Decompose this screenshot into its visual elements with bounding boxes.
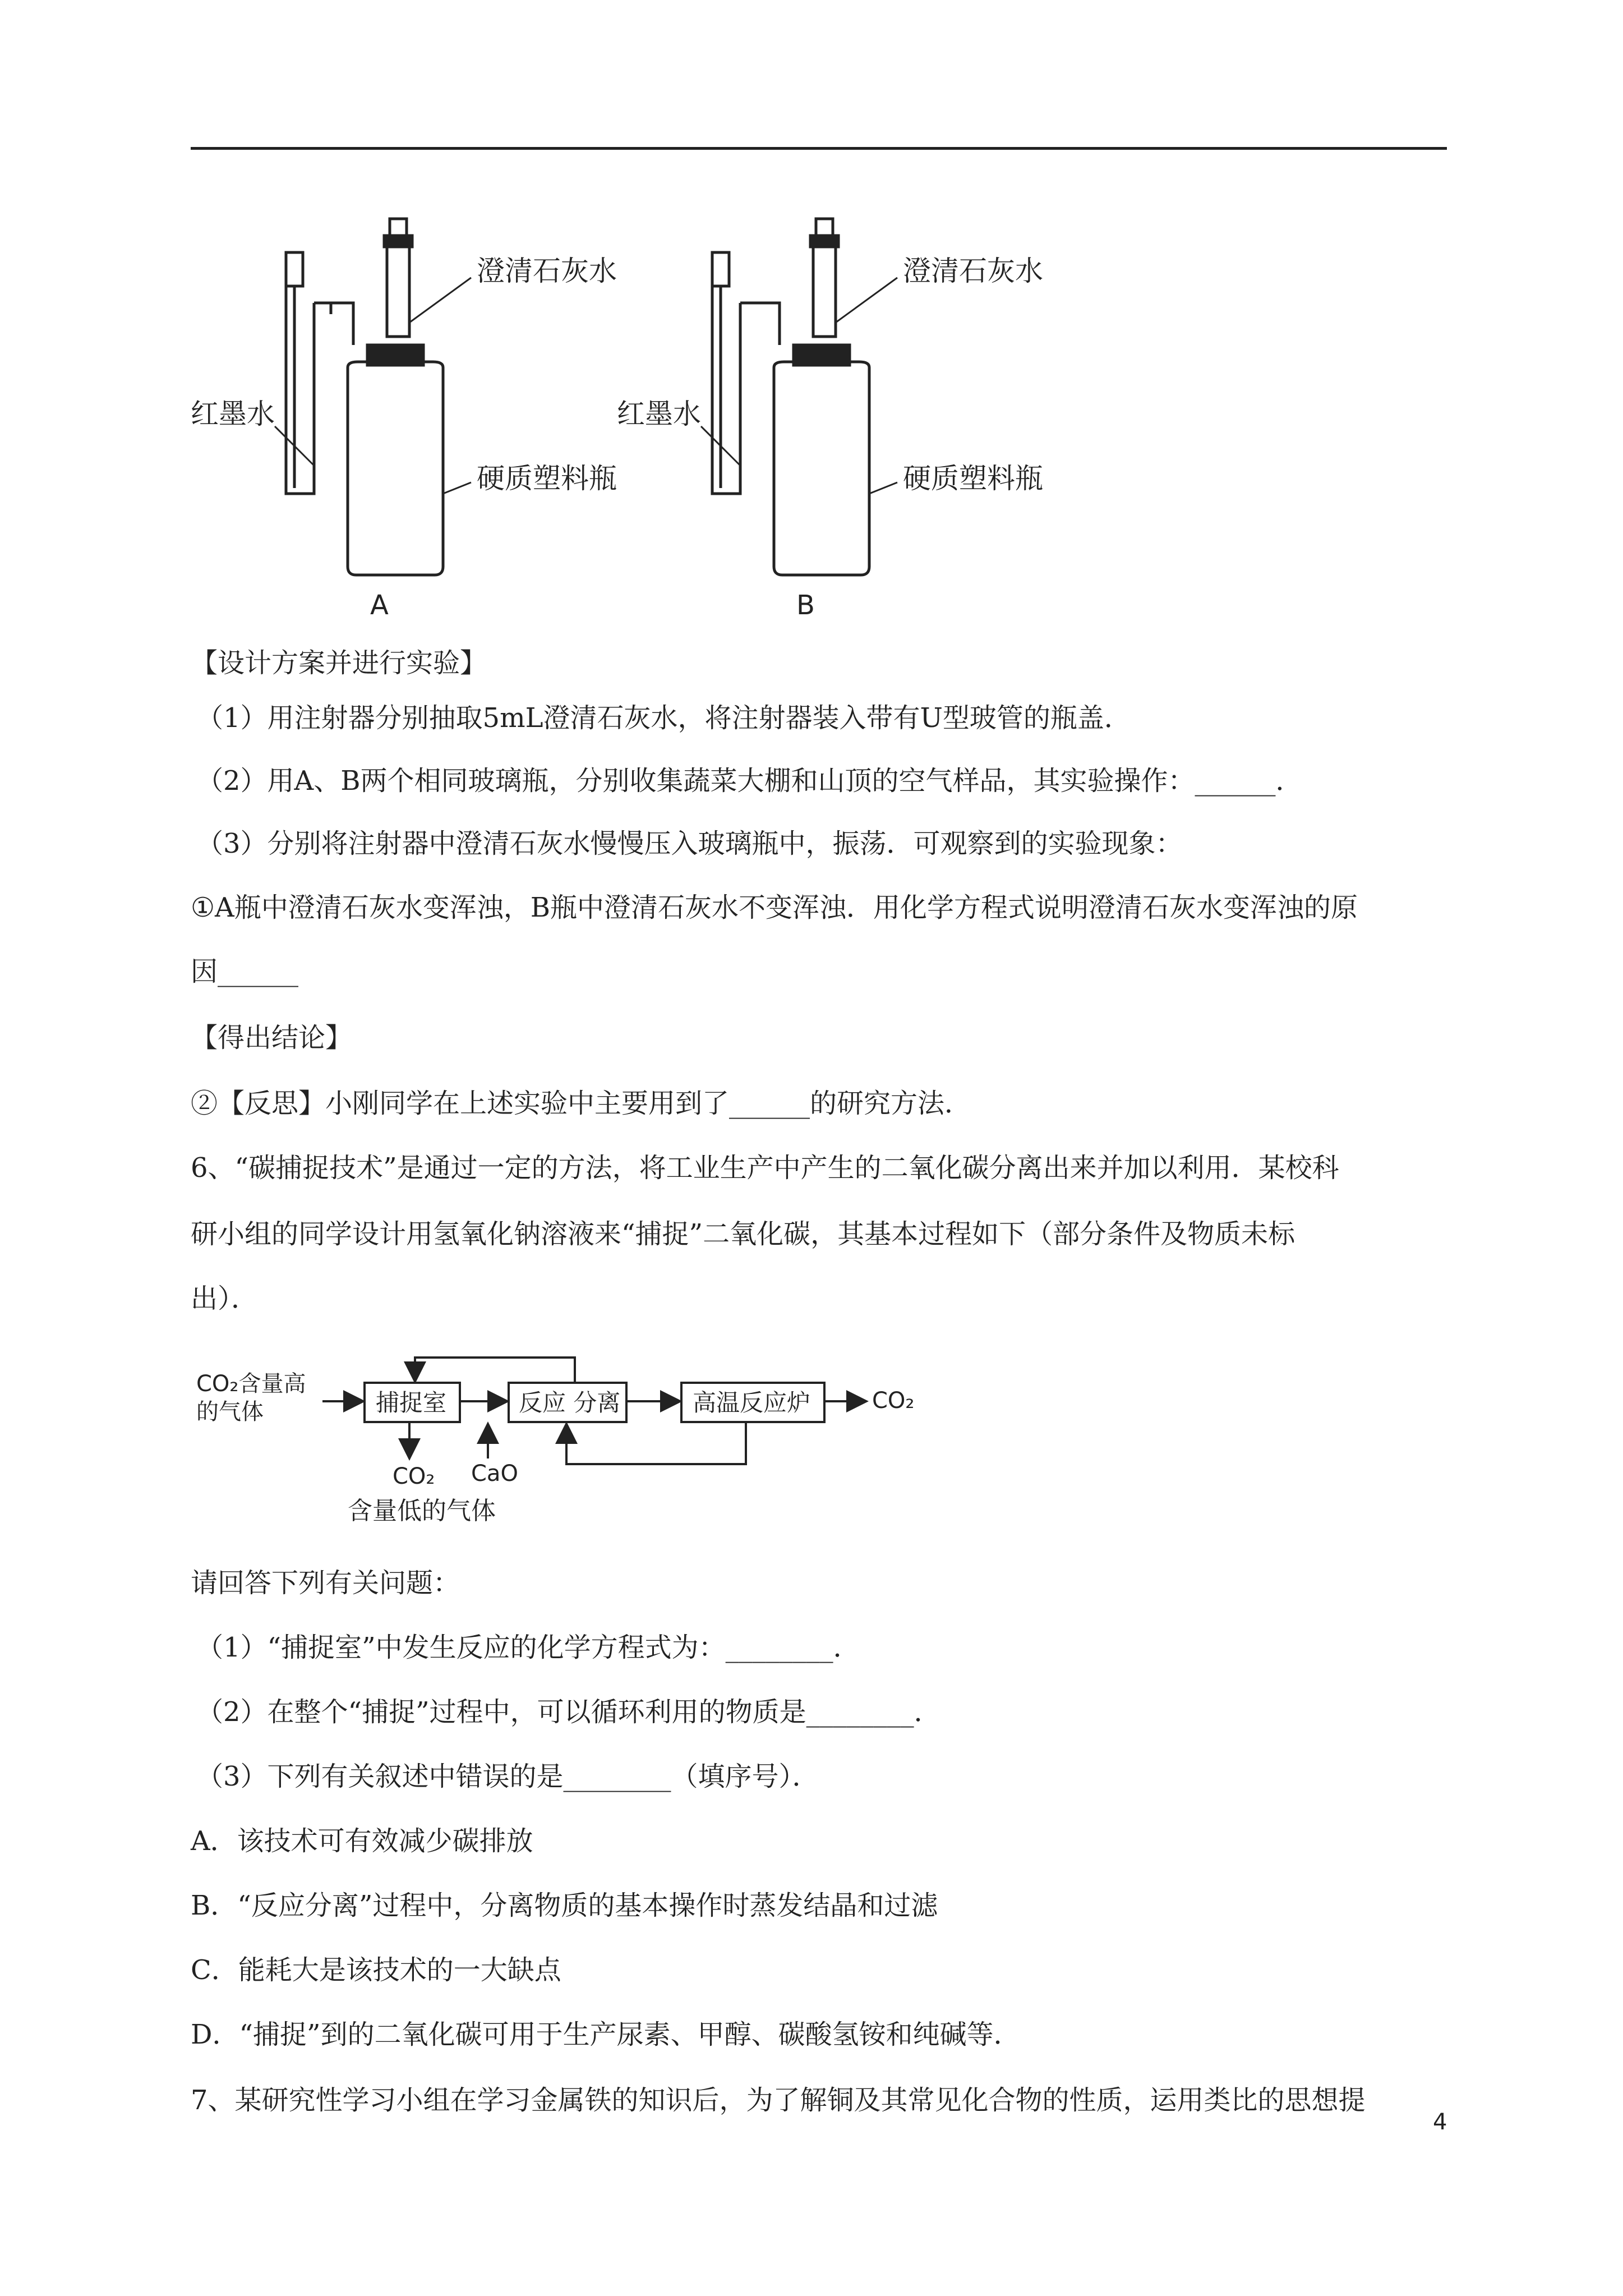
question-1: （1）“捕捉室”中发生反应的化学方程式为：________． — [196, 1632, 860, 1663]
line-1: 【设计方案并进行实验】 — [191, 647, 487, 679]
box-reaction-separation: 反应 分离 — [519, 1389, 621, 1416]
label-b: B — [796, 590, 815, 621]
low-co2-label: CO₂ — [393, 1464, 435, 1489]
question-3: （3）下列有关叙述中错误的是________（填序号）． — [196, 1761, 819, 1792]
apparatus-figure — [179, 202, 1054, 628]
input-gas-line1: CO₂含量高 — [196, 1371, 306, 1397]
output-co2: CO₂ — [872, 1388, 915, 1414]
line-10: 研小组的同学设计用氢氧化钠溶液来“捕捉”二氧化碳，其基本过程如下（部分条件及物质未标 — [191, 1218, 1295, 1250]
bottle-label-a: 硬质塑料瓶 — [477, 462, 617, 495]
low-co2-gas-label: 含量低的气体 — [348, 1497, 496, 1525]
line-4: （3）分别将注射器中澄清石灰水慢慢压入玻璃瓶中，振荡．可观察到的实验现象： — [196, 828, 1183, 859]
line-5: ①A瓶中澄清石灰水变浑浊，B瓶中澄清石灰水不变浑浊．用化学方程式说明澄清石灰水变浑浊的原 — [191, 892, 1358, 923]
input-gas-line2: 的气体 — [196, 1399, 264, 1425]
apparatus-b — [712, 219, 869, 575]
page-number: 4 — [1433, 2109, 1447, 2135]
question-7: 7、某研究性学习小组在学习金属铁的知识后，为了解铜及其常见化合物的性质，运用类比的思想提 — [191, 2085, 1366, 2116]
lime-water-label-a: 澄清石灰水 — [477, 255, 617, 287]
red-ink-label-a: 红墨水 — [191, 398, 275, 430]
flow-diagram — [185, 1341, 970, 1548]
option-b: B．“反应分离”过程中，分离物质的基本操作时蒸发结晶和过滤 — [191, 1890, 938, 1921]
bottle-label-b: 硬质塑料瓶 — [903, 462, 1043, 495]
option-a: A．该技术可有效减少碳排放 — [191, 1825, 533, 1857]
header-rule — [191, 147, 1447, 150]
box-capture-chamber: 捕捉室 — [376, 1389, 447, 1416]
option-c: C．能耗大是该技术的一大缺点 — [191, 1954, 561, 1986]
red-ink-label-b: 红墨水 — [617, 398, 701, 430]
line-3: （2）用A、B两个相同玻璃瓶，分别收集蔬菜大棚和山顶的空气样品，其实验操作：______． — [196, 765, 1303, 797]
line-8: ②【反思】小刚同学在上述实验中主要用到了______的研究方法． — [191, 1088, 972, 1119]
lime-water-label-b: 澄清石灰水 — [903, 255, 1043, 287]
line-2: （1）用注射器分别抽取5mL澄清石灰水，将注射器装入带有U型玻管的瓶盖． — [196, 702, 1131, 734]
question-intro: 请回答下列有关问题： — [191, 1567, 460, 1599]
cao-label: CaO — [471, 1461, 518, 1487]
line-6: 因______ — [191, 956, 299, 987]
label-a: A — [370, 590, 389, 621]
option-d: D．“捕捉”到的二氧化碳可用于生产尿素、甲醇、碳酸氢铵和纯碱等． — [191, 2019, 1021, 2050]
line-11: 出）． — [191, 1283, 259, 1314]
question-2: （2）在整个“捕捉”过程中，可以循环利用的物质是________． — [196, 1696, 941, 1728]
line-9: 6、“碳捕捉技术”是通过一定的方法，将工业生产中产生的二氧化碳分离出来并加以利用．某校科 — [191, 1152, 1339, 1184]
apparatus-a — [286, 219, 443, 575]
box-high-temp-furnace: 高温反应炉 — [693, 1389, 811, 1416]
line-7: 【得出结论】 — [191, 1022, 353, 1053]
